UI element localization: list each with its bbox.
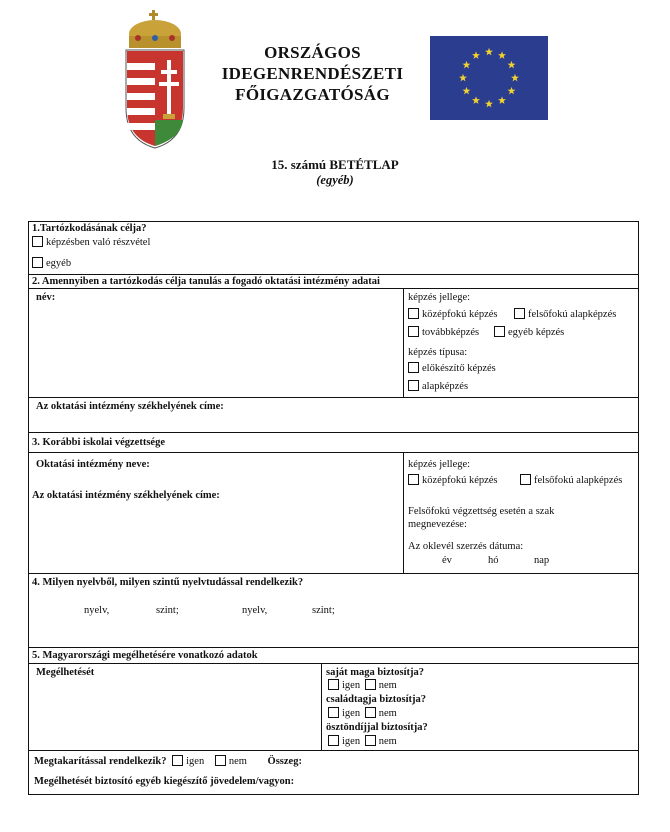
checkbox[interactable] (172, 755, 183, 766)
s3-option-secondary-label: középfokú képzés (422, 475, 498, 486)
s2-heading: 2. Amennyiben a tartózkodás célja tanulás a fogadó oktatási intézmény adatai (32, 276, 380, 287)
yes-label: igen (186, 756, 205, 767)
no-label: nem (228, 756, 247, 767)
checkbox[interactable] (32, 236, 43, 247)
s3-day-label: nap (534, 555, 550, 566)
checkbox[interactable] (514, 308, 525, 319)
s2-option-secondary-label: középfokú képzés (422, 309, 498, 320)
s5-q-self-answers (328, 679, 397, 693)
s5-q-family-answers (328, 707, 397, 721)
s5-living-label: Megélhetését (36, 667, 95, 678)
s1-option-other-label: egyéb (46, 258, 72, 269)
s3-option-higher[interactable] (520, 474, 622, 488)
s3-month-label: hó (488, 555, 499, 566)
checkbox[interactable] (408, 474, 419, 485)
s5-q-scholarship-answers (328, 735, 397, 749)
s3-type-label: képzés jellege: (408, 459, 471, 470)
s2-option-preparatory-label: előkészítő képzés (422, 363, 496, 374)
checkbox[interactable] (365, 735, 376, 746)
checkbox[interactable] (215, 755, 226, 766)
s5-q-self: saját maga biztosítja? (326, 667, 424, 678)
s3-institution-label: Oktatási intézmény neve: (36, 459, 150, 470)
s5-q-family: családtagja biztosítja? (326, 694, 427, 705)
s3-date-label: Az oklevél szerzés dátuma: (408, 541, 524, 552)
no-label: nem (378, 736, 397, 747)
checkbox[interactable] (494, 326, 505, 337)
yes-label: igen (342, 680, 361, 691)
s2-address-label: Az oktatási intézmény székhelyének címe: (36, 401, 224, 412)
org-name-line2: IDEGENRENDÉSZETI (221, 64, 404, 83)
s4-language-1: nyelv, (84, 605, 110, 616)
no-label: nem (378, 680, 397, 691)
eu-flag (430, 36, 548, 120)
s3-address-label: Az oktatási intézmény székhelyének címe: (32, 490, 220, 501)
s1-option-other[interactable] (32, 257, 71, 271)
org-name-line1: ORSZÁGOS (264, 43, 361, 62)
yes-label: igen (342, 708, 361, 719)
s4-level-2: szint; (312, 605, 335, 616)
s3-year-label: év (442, 555, 452, 566)
s4-heading: 4. Milyen nyelvből, milyen szintű nyelvtudással rendelkezik? (32, 577, 304, 588)
s1-option-training-label: képzésben való részvétel (46, 237, 151, 248)
s3-option-secondary[interactable] (408, 474, 498, 488)
s2-option-preparatory[interactable] (408, 362, 496, 376)
s3-major-label-1: Felsőfokú végzettség esetén a szak (408, 506, 555, 517)
s5-heading: 5. Magyarországi megélhetésére vonatkozó adatok (32, 650, 258, 661)
s5-other-income-label: Megélhetését biztosító egyéb kiegészítő jövedelem/vagyon: (34, 776, 295, 787)
checkbox[interactable] (328, 735, 339, 746)
s3-major-label-2: megnevezése: (408, 519, 467, 530)
s2-option-other-label: egyéb képzés (508, 327, 565, 338)
s3-heading: 3. Korábbi iskolai végzettsége (32, 437, 165, 448)
checkbox[interactable] (408, 308, 419, 319)
s2-kind-label: képzés típusa: (408, 347, 468, 358)
s5-amount-label: Összeg: (267, 756, 302, 767)
s3-option-higher-label: felsőfokú alapképzés (534, 475, 623, 486)
org-name-line3: FŐIGAZGATÓSÁG (235, 85, 390, 104)
s5-q-scholarship: ösztöndíjjal biztosítja? (326, 722, 428, 733)
yes-label: igen (342, 736, 361, 747)
checkbox[interactable] (365, 679, 376, 690)
no-label: nem (378, 708, 397, 719)
form-title: 15. számú BETÉTLAP (271, 157, 399, 172)
s5-savings-row (34, 755, 302, 769)
checkbox[interactable] (408, 362, 419, 373)
checkbox[interactable] (328, 679, 339, 690)
checkbox[interactable] (32, 257, 43, 268)
checkbox[interactable] (408, 326, 419, 337)
s4-language-2: nyelv, (242, 605, 268, 616)
s2-option-secondary[interactable] (408, 308, 498, 322)
checkbox[interactable] (365, 707, 376, 718)
hungarian-coat-of-arms (118, 8, 192, 150)
checkbox[interactable] (328, 707, 339, 718)
s2-option-basic[interactable] (408, 380, 468, 394)
s2-option-further-label: továbbképzés (422, 327, 480, 338)
form-subtitle: (egyéb) (316, 173, 354, 187)
s2-option-basic-label: alapképzés (422, 381, 469, 392)
s2-option-higher[interactable] (514, 308, 616, 322)
s2-type-label: képzés jellege: (408, 292, 471, 303)
checkbox[interactable] (408, 380, 419, 391)
s1-heading: 1.Tartózkodásának célja? (32, 223, 147, 234)
s2-option-higher-label: felsőfokú alapképzés (528, 309, 617, 320)
s2-option-other[interactable] (494, 326, 564, 340)
s1-option-training[interactable] (32, 236, 150, 250)
s4-level-1: szint; (156, 605, 179, 616)
s5-savings-label: Megtakarítással rendelkezik? (34, 756, 167, 767)
s2-name-label: név: (36, 292, 56, 303)
checkbox[interactable] (520, 474, 531, 485)
s2-option-further[interactable] (408, 326, 479, 340)
